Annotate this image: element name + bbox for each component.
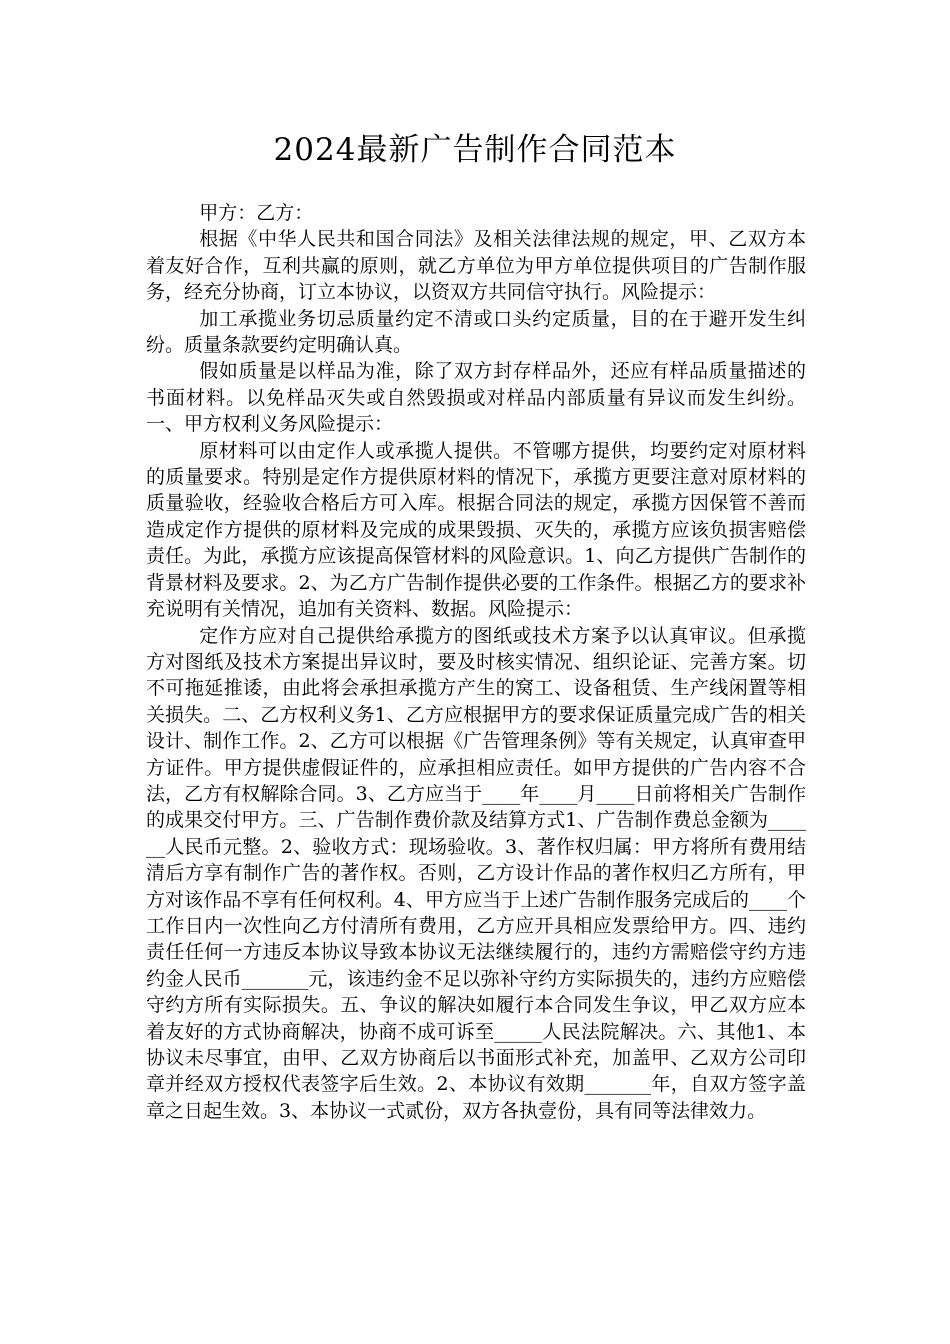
paragraph-risk-quality: 加工承揽业务切忌质量约定不清或口头约定质量，目的在于避开发生纠纷。质量条款要约定明确认真。 [146,307,806,357]
paragraph-preamble: 根据《中华人民共和国合同法》及相关法律法规的规定，甲、乙双方本着友好合作，互利共赢的原则，就乙方单位为甲方单位提供项目的广告制作服务，经充分协商，订立本协议，以资双方共同信守执行。风险提示： [146,228,806,304]
paragraph-terms: 定作方应对自己提供给承揽方的图纸或技术方案予以认真审议。但承揽方对图纸及技术方案提出异议时，要及时核实情况、组织论证、完善方案。切不可拖延推诿，由此将会承担承揽方产生的窝工、设备租赁、生产线闲置等相关损失。二、乙方权利义务1、乙方应根据甲方的要求保证质量完成广告的相关设计、制作工作。2、乙方可以根据《广告管理条例》等有关规定，认真审查甲方证件。甲方提供虚假证件的，应承担相应责任。如甲方提供的广告内容不合法，乙方有权解除合同。3、乙方应当于____年____月____日前将相关广告制作的成果交付甲方。三、广告制作费价款及结算方式1、广告制作费总金额为______人民币元整。2、验收方式：现场验收。3、著作权归属：甲方将所有费用结清后方享有制作广告的著作权。否则，乙方设计作品的著作权归乙方所有，甲方对该作品不享有任何权利。4、甲方应当于上述广告制作服务完成后的____个工作日内一次性向乙方付清所有费用，乙方应开具相应发票给甲方。四、违约责任任何一方违反本协议导致本协议无法继续履行的，违约方需赔偿守约方违约金人民币_______元，该违约金不足以弥补守约方实际损失的，违约方应赔偿守约方所有实际损失。五、争议的解决如履行本合同发生争议，甲乙双方应本着友好的方式协商解决，协商不成可诉至_____人民法院解决。六、其他1、本协议未尽事宜，由甲、乙双方协商后以书面形式补充，加盖甲、乙双方公司印章并经双方授权代表签字后生效。2、本协议有效期_______年，自双方签字盖章之日起生效。3、本协议一式贰份，双方各执壹份，具有同等法律效力。 [146,624,806,1122]
paragraph-party-a-obligations: 原材料可以由定作人或承揽人提供。不管哪方提供，均要约定对原材料的质量要求。特别是定作方提供原材料的情况下，承揽方更要注意对原材料的质量验收，经验收合格后方可入库。根据合同法的规定，承揽方因保管不善而造成定作方提供的原材料及完成的成果毁损、灭失的，承揽方应该负损害赔偿责任。为此，承揽方应该提高保管材料的风险意识。1、向乙方提供广告制作的背景材料及要求。2、为乙方广告制作提供必要的工作条件。根据乙方的要求补充说明有关情况，追加有关资料、数据。风险提示： [146,439,806,621]
document-title: 2024最新广告制作合同范本 [273,132,677,168]
document-body [146,200,806,1124]
paragraph-risk-sample: 假如质量是以样品为准，除了双方封存样品外，还应有样品质量描述的书面材料。以免样品灭失或自然毁损或对样品内部质量有异议而发生纠纷。一、甲方权利义务风险提示： [146,360,806,436]
paragraph-parties: 甲方：乙方： [199,202,314,224]
